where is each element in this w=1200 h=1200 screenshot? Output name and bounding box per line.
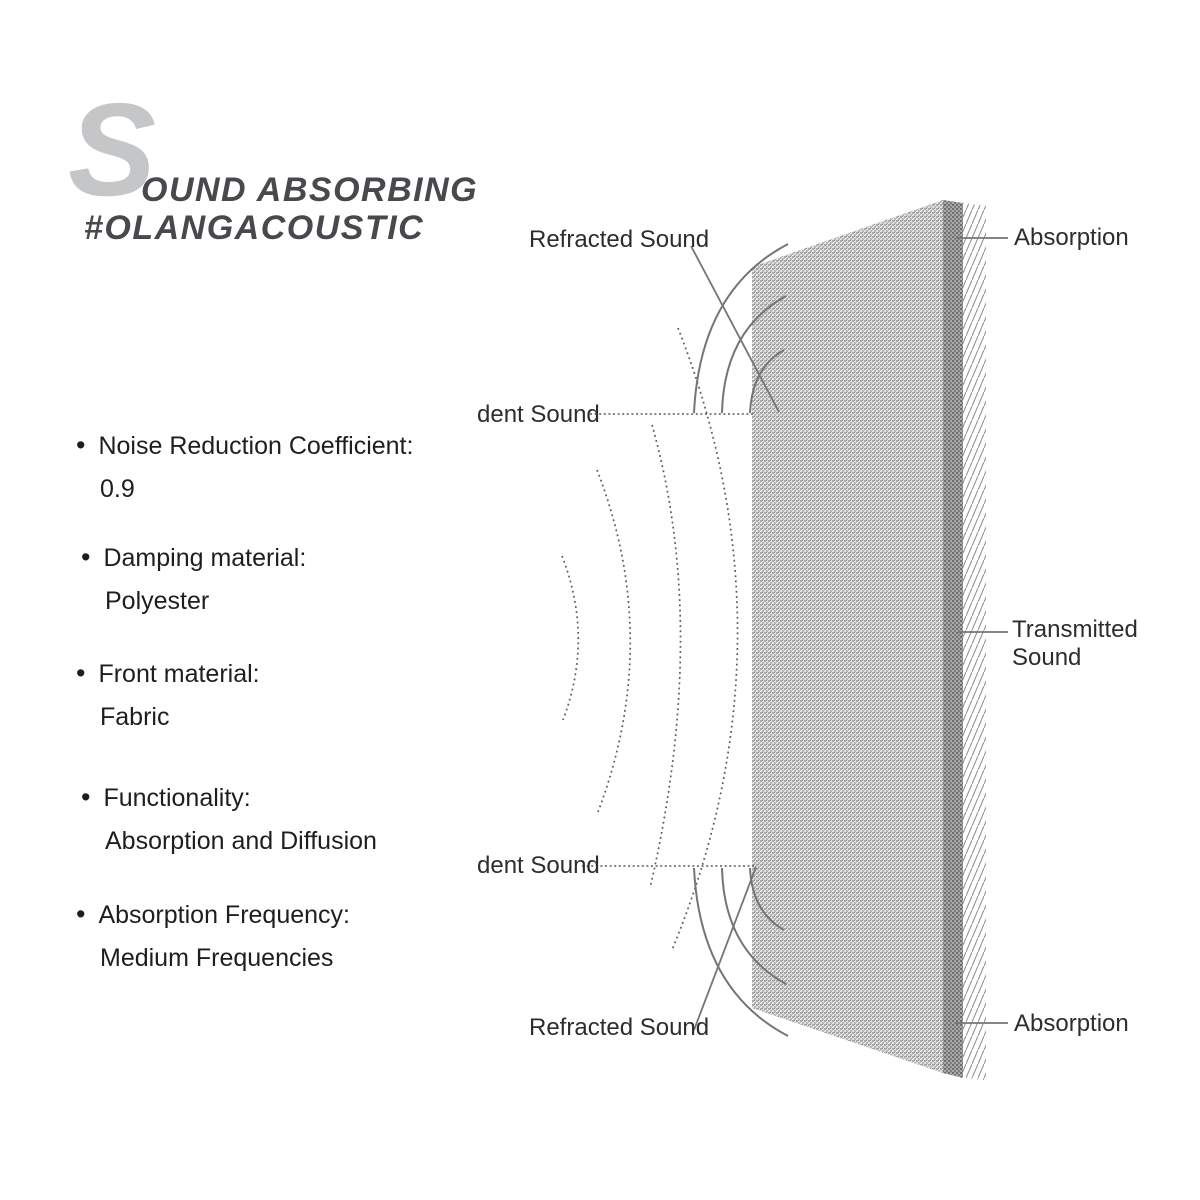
brand-title: OUND ABSORBING xyxy=(141,171,479,209)
absorption-label-top: Absorption xyxy=(1014,224,1129,251)
transmitted-sound-line1: Transmitted xyxy=(1012,616,1138,643)
incident-sound-label-top: dent Sound xyxy=(477,401,600,428)
bullet-icon: • xyxy=(76,430,86,460)
refracted-sound-label-top: Refracted Sound xyxy=(529,226,710,253)
bullet-icon: • xyxy=(76,658,86,688)
brand-initial-letter: S xyxy=(68,76,157,223)
incident-sound-label-bottom: dent Sound xyxy=(477,852,600,879)
spec-value: Polyester xyxy=(105,587,210,615)
transmitted-sound-line2: Sound xyxy=(1012,644,1082,671)
brand-hashtag: #OLANGACOUSTIC xyxy=(84,209,425,247)
bullet-icon: • xyxy=(81,782,91,812)
spec-label: Functionality: xyxy=(103,784,251,812)
spec-label: Noise Reduction Coefficient: xyxy=(98,432,414,460)
spec-label: Absorption Frequency: xyxy=(98,901,350,929)
spec-value: Fabric xyxy=(100,703,170,731)
spec-value: Medium Frequencies xyxy=(100,944,334,972)
transmitted-sound-label xyxy=(1012,616,1138,672)
absorption-label-bottom: Absorption xyxy=(1014,1010,1129,1037)
panel-front-face xyxy=(752,200,943,1073)
spec-label: Front material: xyxy=(98,660,260,688)
panel-side-edge xyxy=(943,200,963,1078)
spec-value: Absorption and Diffusion xyxy=(105,827,377,855)
incident-label-leaders xyxy=(582,414,754,866)
bullet-icon: • xyxy=(81,542,91,572)
spec-value: 0.9 xyxy=(100,475,135,503)
bullet-icon: • xyxy=(76,899,86,929)
wall-hatch xyxy=(963,203,986,1080)
spec-label: Damping material: xyxy=(103,544,307,572)
refracted-sound-label-bottom: Refracted Sound xyxy=(529,1014,710,1041)
